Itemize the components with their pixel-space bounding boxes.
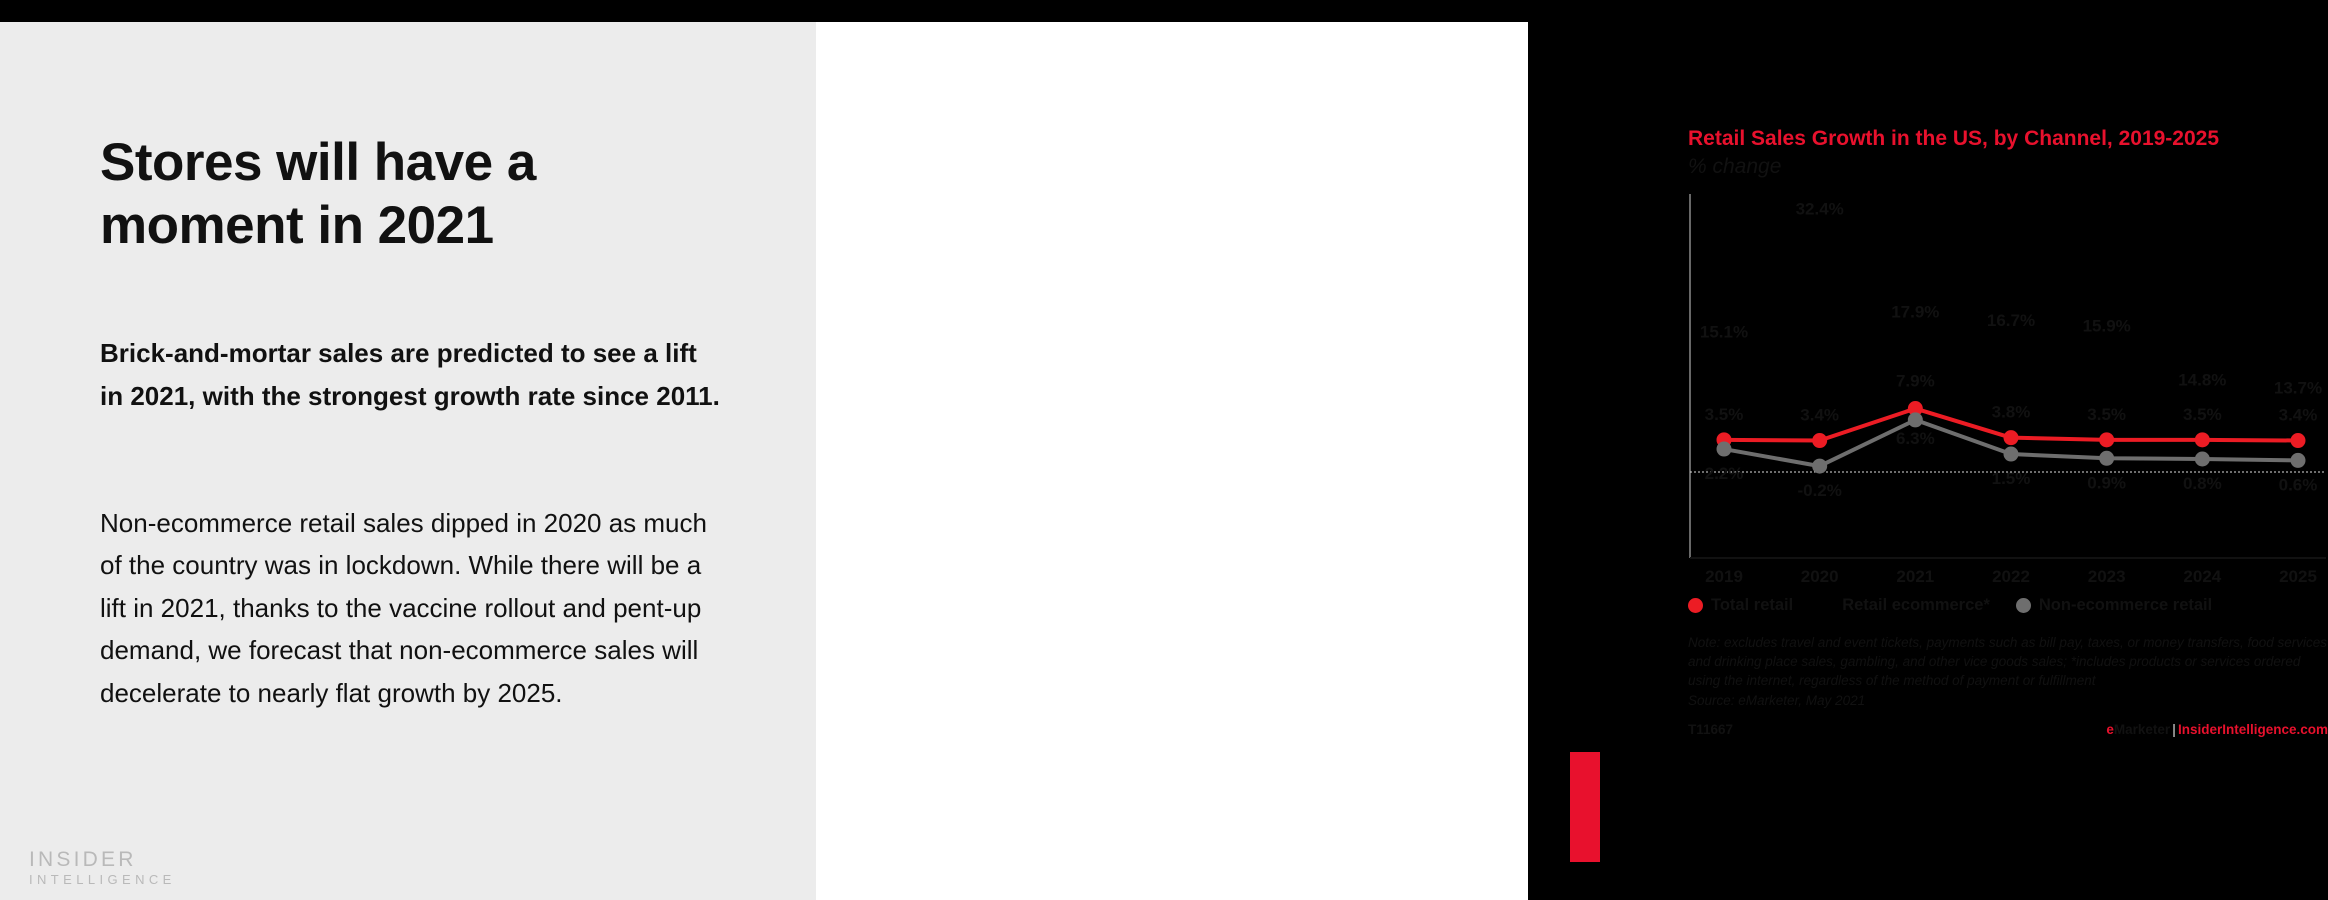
data-label: 3.5% [2182, 404, 2222, 424]
insider-intelligence-logo [29, 848, 176, 889]
data-point-marker [2195, 432, 2210, 447]
data-label: 0.8% [2182, 473, 2222, 493]
logo-line-insider: INSIDER [29, 848, 137, 871]
x-tick-label: 2023 [2087, 566, 2126, 586]
data-point-marker [1812, 227, 1827, 242]
chart-card [1688, 114, 2328, 832]
data-label: 2.2% [1704, 463, 1744, 483]
data-label: 0.6% [2278, 475, 2318, 495]
data-point-marker [2099, 450, 2114, 465]
footer-divider [1688, 716, 2328, 717]
data-label: 1.5% [1991, 468, 2031, 488]
data-point-marker [2291, 359, 2306, 374]
data-point-marker [2291, 433, 2306, 448]
legend-item-non-ecommerce-retail [2016, 596, 2212, 615]
chart-legend [1688, 596, 2328, 615]
right-chart-panel [816, 22, 2328, 900]
line-chart-svg [1688, 186, 2328, 588]
x-tick-label: 2024 [2183, 566, 2222, 586]
data-label: 3.5% [1704, 404, 1744, 424]
data-point-marker [1908, 330, 1923, 345]
data-point-marker [2004, 338, 2019, 353]
body-paragraph: Non-ecommerce retail sales dipped in 2020 as much of the country was in lockdown. While there will be a lift in 2021, thanks to the vaccine rollout and pent-up demand, we forecast that non-ecommerce sales will decelerate to nearly flat growth by 2025. [100, 508, 707, 708]
brand-website-link[interactable]: InsiderIntelligence.com [2177, 721, 2328, 737]
data-point-marker [2099, 344, 2114, 359]
brand-attribution [2106, 722, 2328, 737]
data-label: 16.7% [1986, 310, 2036, 330]
data-label: -0.2% [1797, 480, 1842, 500]
top-divider [1688, 114, 2328, 118]
data-label: 7.9% [1895, 371, 1935, 391]
data-point-marker [1812, 433, 1827, 448]
legend-dot-icon [1688, 598, 1703, 613]
x-tick-label: 2025 [2279, 566, 2317, 586]
brand-marketer-text: Marketer [2113, 721, 2171, 737]
data-point-marker [2195, 352, 2210, 367]
red-accent-bar [1570, 752, 1600, 862]
left-text-panel [0, 22, 816, 900]
legend-dot-icon [2016, 598, 2031, 613]
series-layer [1717, 227, 2306, 474]
x-tick-label-layer [1705, 567, 2317, 586]
x-tick-label: 2019 [1705, 566, 1743, 586]
legend-label: Retail ecommerce* [1842, 595, 1990, 614]
data-label: 3.5% [2087, 404, 2127, 424]
data-label: 15.1% [1699, 322, 1749, 342]
data-label: 13.7% [2273, 377, 2323, 397]
data-point-marker [1812, 458, 1827, 473]
data-label: 0.9% [2087, 472, 2127, 492]
subheadline-text: Brick-and-mortar sales are predicted to see a lift in 2021, with the strongest growth rate since 2011. [100, 338, 720, 411]
data-point-marker [2291, 453, 2306, 468]
chart-plot-area [1688, 186, 2328, 588]
chart-source: Source: eMarketer, May 2021 [1688, 692, 1866, 708]
data-point-marker [1717, 441, 1732, 456]
data-label: 14.8% [2178, 370, 2227, 390]
legend-label: Non-ecommerce retail [2038, 595, 2213, 614]
legend-dot-icon [1819, 598, 1834, 613]
data-label: 3.8% [1991, 402, 2031, 422]
data-label: 3.4% [2278, 405, 2318, 425]
chart-note: Note: excludes travel and event tickets, payments such as bill pay, taxes, or money transfers, food services and drinking place sales, gambling, and other vice goods sales; *includes products or services ordered using the internet, regardless of the method of payment or fulfillment [1688, 634, 2328, 689]
x-tick-label: 2022 [1992, 566, 2030, 586]
data-label: 6.3% [1895, 428, 1935, 448]
chart-id: T11667 [1688, 721, 1734, 737]
data-point-marker [2004, 446, 2019, 461]
brand-separator: | [2172, 721, 2176, 737]
x-tick-label: 2020 [1800, 566, 1839, 586]
data-point-marker [1908, 412, 1923, 427]
data-label: 17.9% [1891, 302, 1940, 322]
legend-label: Total retail [1711, 595, 1794, 614]
data-point-marker [2195, 451, 2210, 466]
chart-subtitle: % change [1688, 154, 1782, 178]
data-label: 32.4% [1795, 199, 1844, 219]
legend-item-retail-ecommerce [1819, 596, 1990, 615]
legend-item-total-retail [1688, 596, 1793, 615]
x-tick-label: 2021 [1896, 566, 1935, 586]
page-title: Stores will have a moment in 2021 [100, 133, 536, 255]
note-divider [1688, 625, 2328, 626]
data-point-marker [2004, 430, 2019, 445]
chart-footer [1688, 722, 2328, 737]
logo-line-intelligence: INTELLIGENCE [29, 872, 176, 888]
chart-title: Retail Sales Growth in the US, by Channel, 2019-2025 [1688, 127, 2220, 150]
brand-e-text: e [2106, 721, 2114, 737]
data-label: 3.4% [1800, 405, 1840, 425]
data-point-marker [2099, 432, 2114, 447]
data-label: 15.9% [2082, 316, 2131, 336]
data-point-marker [1717, 350, 1732, 365]
